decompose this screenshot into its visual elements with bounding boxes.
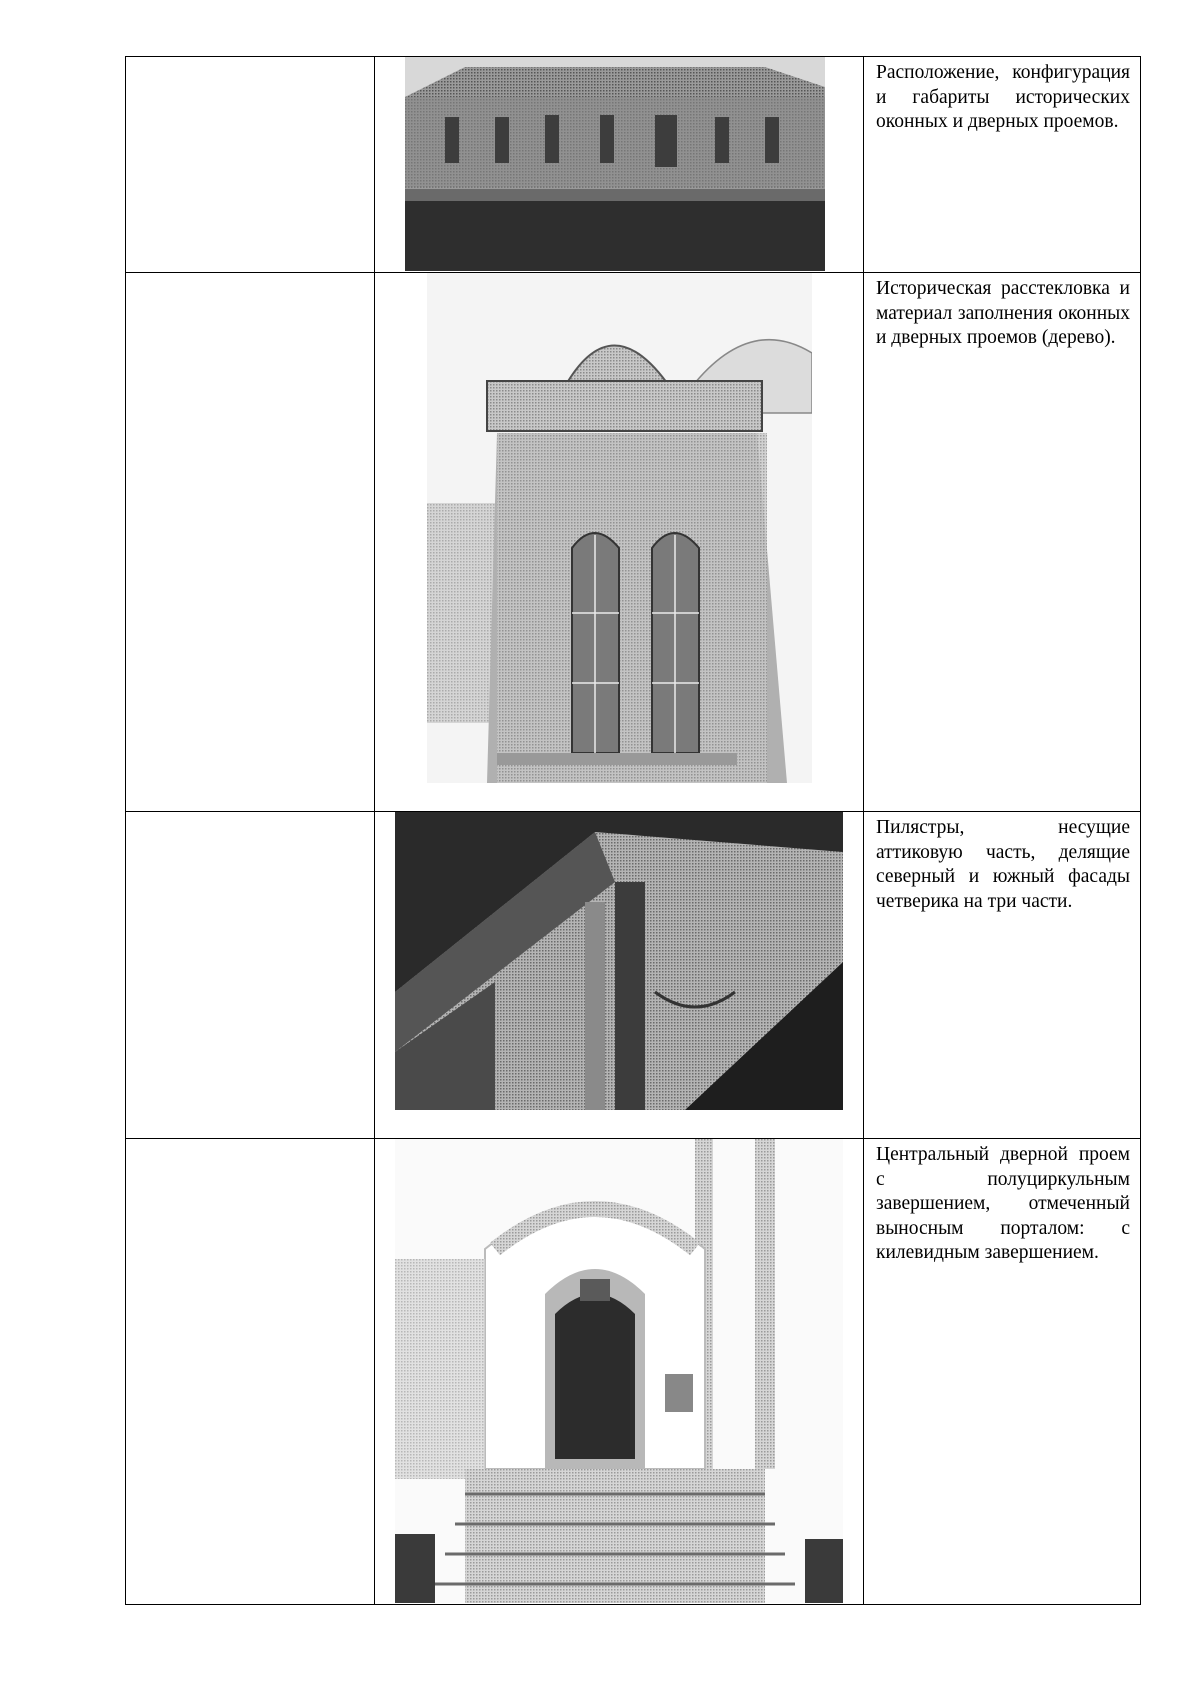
pilasters-photo (395, 812, 843, 1110)
photo-cell (375, 1139, 864, 1605)
description-text: Центральный дверной проем с полуциркульным завершением, отмеченный выносным порталом: с килевидным завершением. (876, 1144, 1130, 1263)
table-row (126, 812, 1141, 1139)
description-cell (864, 273, 1141, 812)
description-cell (864, 812, 1141, 1139)
description-text: Расположение, конфигурация и габариты исторических оконных и дверных проемов. (876, 62, 1130, 132)
empty-cell (126, 1139, 375, 1605)
empty-cell (126, 273, 375, 812)
arched-windows-photo (427, 273, 812, 783)
table-row (126, 57, 1141, 273)
photo-cell (375, 812, 864, 1139)
photo-cell (375, 57, 864, 273)
table-row (126, 273, 1141, 812)
description-cell (864, 57, 1141, 273)
features-table (125, 56, 1141, 1605)
table-row (126, 1139, 1141, 1605)
photo-cell (375, 273, 864, 812)
empty-cell (126, 57, 375, 273)
portal-door-photo (395, 1139, 843, 1603)
description-text: Историческая расстекловка и материал заполнения оконных и дверных проемов (дерево). (876, 278, 1130, 348)
description-cell (864, 1139, 1141, 1605)
empty-cell (126, 812, 375, 1139)
church-facade-photo (405, 57, 825, 271)
description-text: Пилястры, несущие аттиковую часть, делящие северный и южный фасады четверика на три части. (876, 817, 1130, 912)
